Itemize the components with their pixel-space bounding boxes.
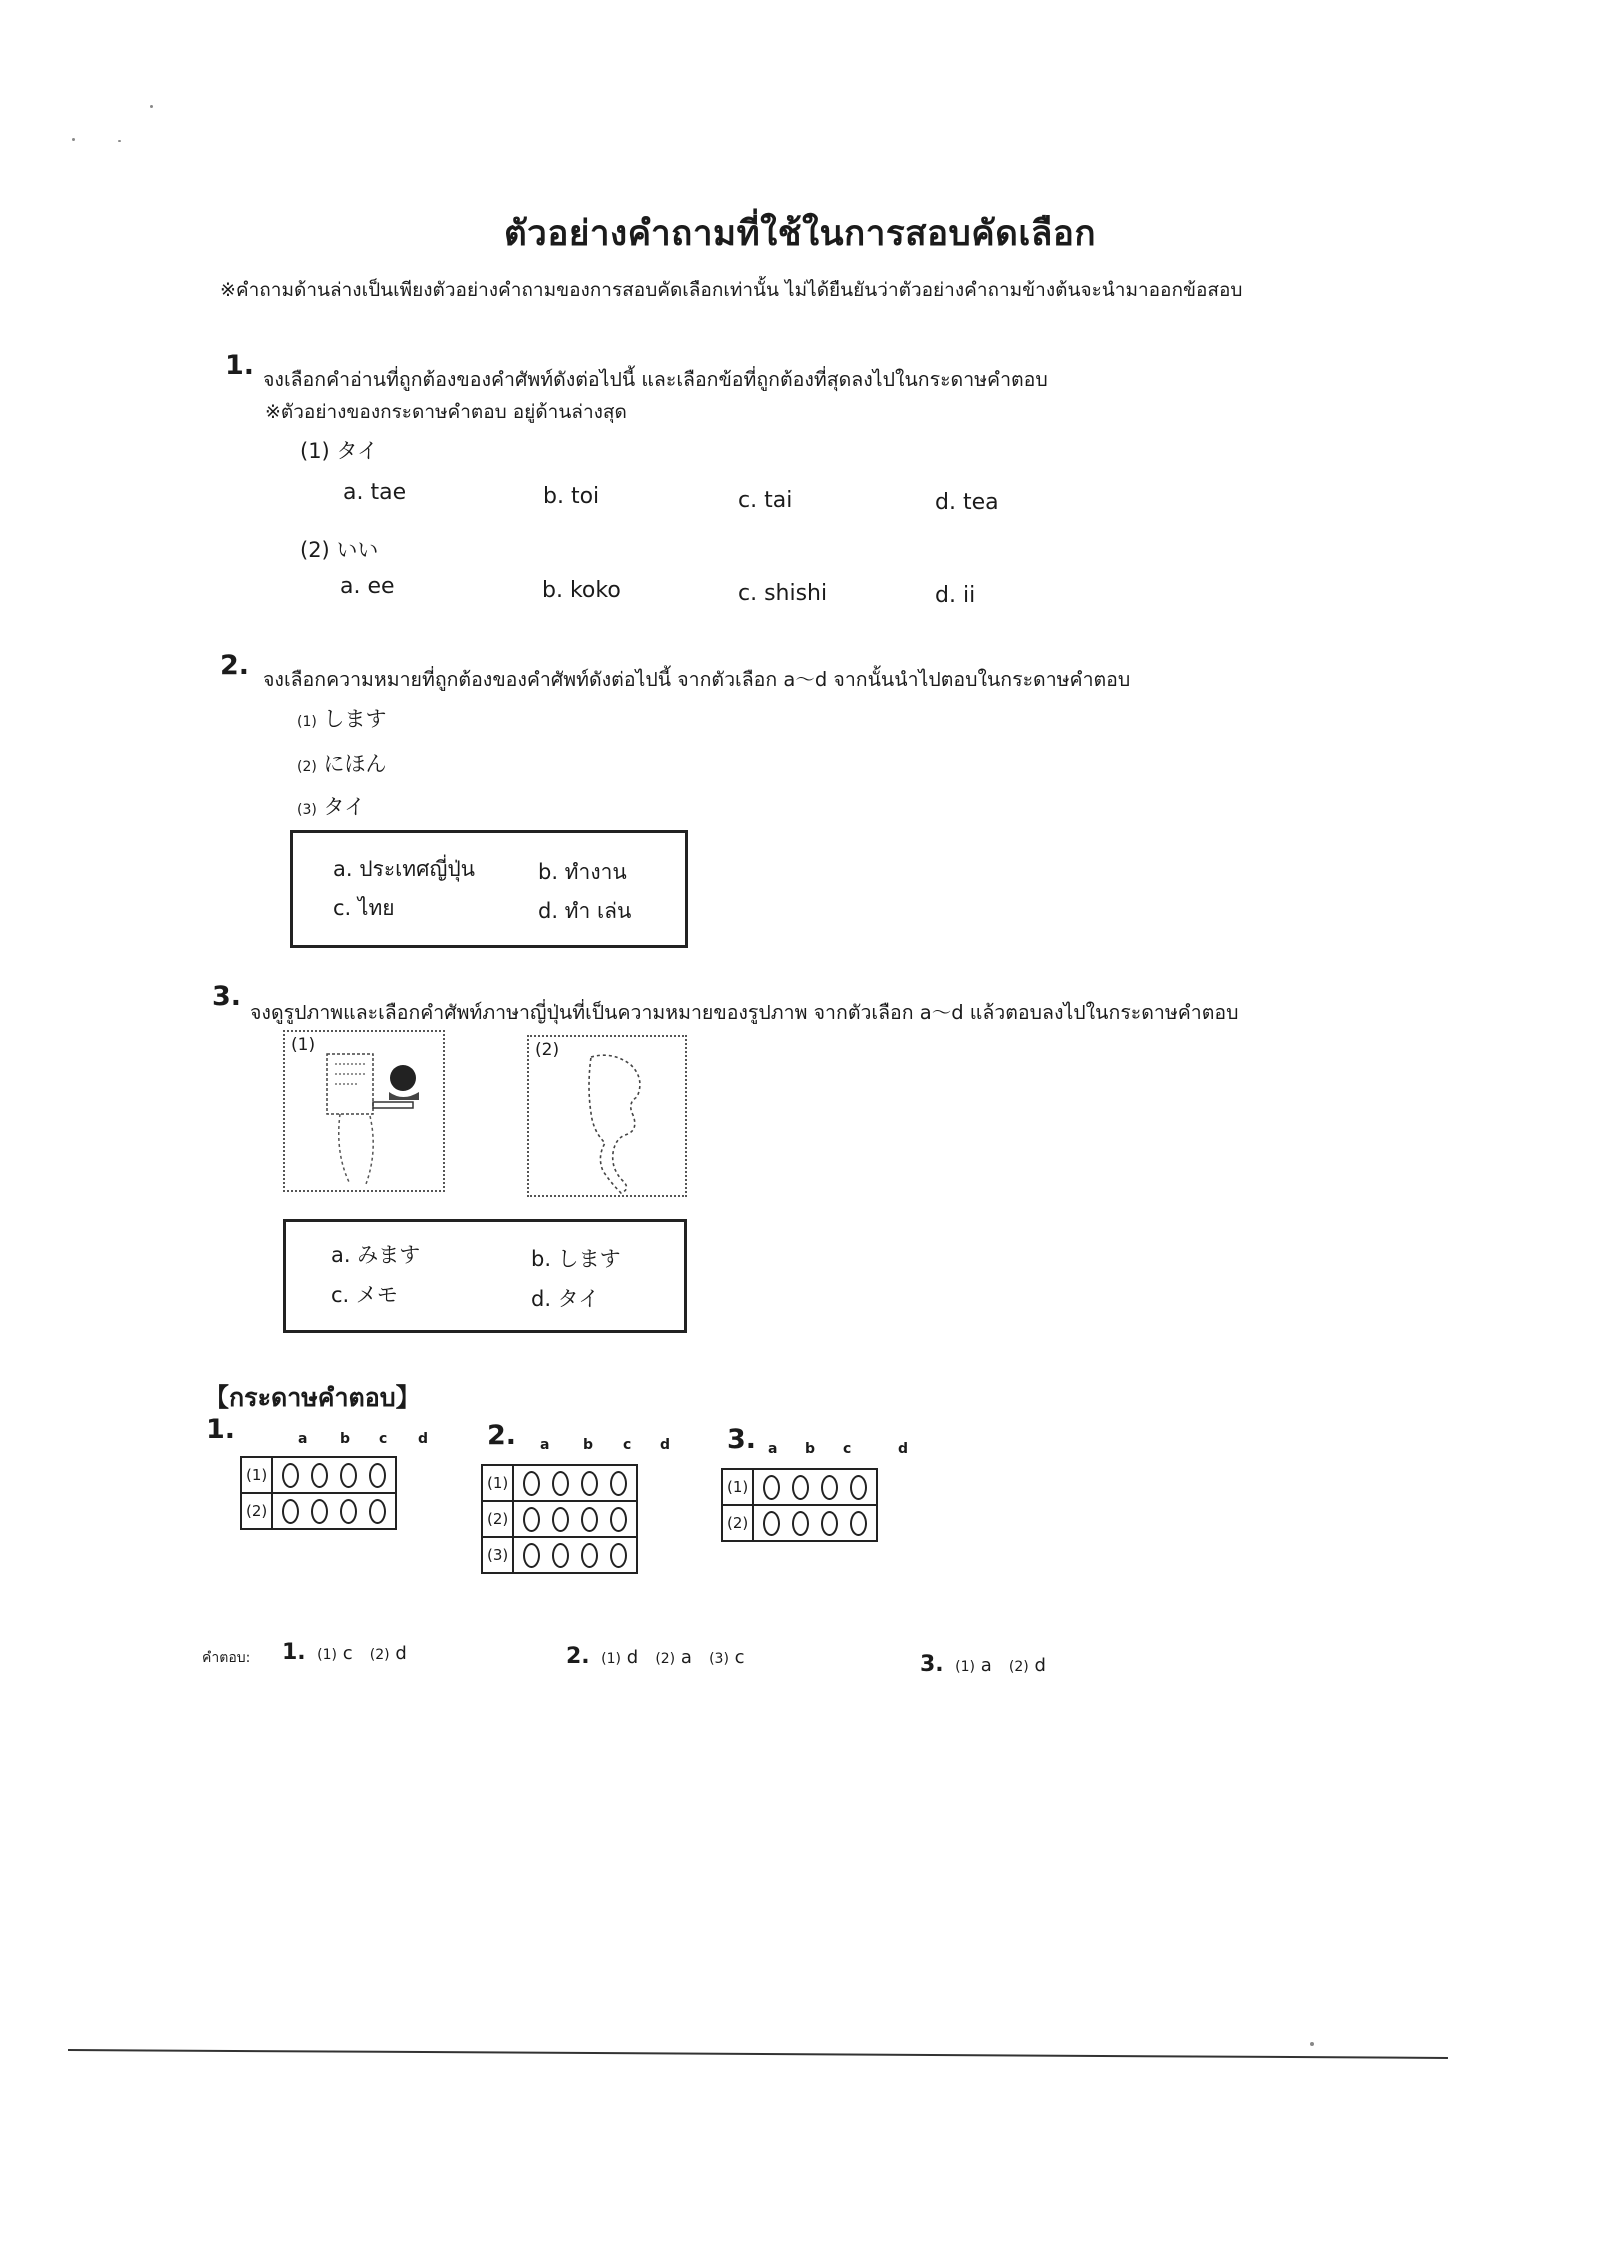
sheet-section-1-header-c: c (379, 1431, 388, 1447)
answer-bubble-b[interactable] (552, 1507, 569, 1532)
answer-key-group-2 (566, 1644, 745, 1669)
q2-choice-b: b. ทำงาน (538, 860, 627, 884)
q2-choices-box (290, 830, 688, 948)
disclaimer-note: ※คำถามด้านล่างเป็นเพียงตัวอย่างคำถามของการสอบคัดเลือกเท่านั้น ไม่ได้ยืนยันว่าตัวอย่างคำถามข้างต้นจะนำมาออกข้อสอบ (220, 279, 1243, 301)
answer-key-3-2-value: d (1034, 1655, 1046, 1676)
scan-speck (150, 105, 153, 108)
question-2-number: 2. (220, 650, 250, 681)
question-1-text: จงเลือกคำอ่านที่ถูกต้องของคำศัพท์ดังต่อไปนี้ และเลือกข้อที่ถูกต้องที่สุดลงไปในกระดาษคำตอบ (263, 368, 1048, 391)
answer-grid-2-row-1 (482, 1465, 637, 1501)
answer-key-1-2-value: d (395, 1643, 407, 1664)
question-1-number: 1. (225, 350, 255, 381)
answer-bubble-b[interactable] (552, 1471, 569, 1496)
answer-key-group-3 (920, 1652, 1046, 1677)
sheet-section-2-header-a: a (540, 1437, 550, 1453)
q1-item-2-option-c[interactable]: c. shishi (738, 581, 828, 606)
question-2-text: จงเลือกความหมายที่ถูกต้องของคำศัพท์ดังต่อไปนี้ จากตัวเลือก a～d จากนั้นนำไปตอบในกระดาษคำตอบ (263, 668, 1131, 691)
sheet-section-3-header-a: a (768, 1441, 778, 1457)
answer-grid-1 (240, 1456, 397, 1530)
sheet-section-2-header-b: b (583, 1437, 594, 1453)
answer-bubble-c[interactable] (581, 1507, 598, 1532)
question-3-number: 3. (212, 981, 242, 1012)
answer-key-2-3-label: (3) (709, 1651, 729, 1667)
answer-bubble-c[interactable] (340, 1499, 357, 1524)
q1-item-2-label: (2) (300, 538, 330, 562)
sheet-section-2-header-d: d (660, 1437, 671, 1453)
answer-bubble-a[interactable] (282, 1499, 299, 1524)
q1-item-2-option-d[interactable]: d. ii (935, 583, 976, 608)
q1-item-1-option-a[interactable]: a. tae (343, 480, 407, 505)
sheet-section-3-header-c: c (843, 1441, 852, 1457)
q1-item-1-option-d[interactable]: d. tea (935, 490, 999, 515)
row-label: (1) (241, 1457, 272, 1493)
q1-item-2 (300, 534, 378, 564)
bottom-divider (68, 2049, 1448, 2059)
answer-bubble-d[interactable] (610, 1471, 627, 1496)
q3-choices-box (283, 1219, 687, 1333)
q2-item-3-word: タイ (323, 795, 366, 819)
answer-bubble-a[interactable] (523, 1543, 540, 1568)
row-label: (1) (722, 1469, 753, 1505)
q2-choice-a: a. ประเทศญี่ปุ่น (333, 857, 476, 881)
answer-bubble-b[interactable] (311, 1463, 328, 1488)
answer-key-label: คำตอบ: (202, 1650, 251, 1666)
sheet-section-3-header-d: d (898, 1441, 909, 1457)
q2-choice-d: d. ทำ เล่น (538, 899, 632, 923)
answer-key-1-2-label: (2) (369, 1647, 390, 1663)
row-label: (1) (482, 1465, 513, 1501)
sheet-section-1-header-b: b (340, 1431, 351, 1447)
sheet-section-3-number: 3. (727, 1424, 757, 1455)
q3-choice-d: d. タイ (531, 1287, 600, 1311)
answer-bubble-b[interactable] (311, 1499, 328, 1524)
q2-item-2-label: (2) (297, 759, 317, 775)
q3-choice-a: a. みます (331, 1243, 421, 1267)
answer-bubble-c[interactable] (581, 1471, 598, 1496)
answer-grid-1-row-2 (241, 1493, 396, 1529)
answer-bubble-b[interactable] (552, 1543, 569, 1568)
answer-key-group-2-number: 2. (566, 1644, 590, 1669)
q2-item-2-word: にほん (323, 752, 387, 776)
sheet-section-3-header-b: b (805, 1441, 816, 1457)
q3-picture-1 (283, 1030, 445, 1192)
answer-bubble-c[interactable] (581, 1543, 598, 1568)
answer-bubble-d[interactable] (369, 1499, 386, 1524)
answer-bubble-a[interactable] (763, 1511, 780, 1536)
answer-key-group-1-number: 1. (282, 1640, 306, 1665)
answer-bubble-a[interactable] (763, 1475, 780, 1500)
q1-item-1-option-b[interactable]: b. toi (543, 484, 600, 509)
q1-item-1 (300, 435, 378, 465)
answer-bubble-b[interactable] (792, 1511, 809, 1536)
row-label: (3) (482, 1537, 513, 1573)
page-title: ตัวอย่างคำถามที่ใช้ในการสอบคัดเลือก (503, 214, 1097, 254)
answer-key-2-1-value: d (626, 1647, 639, 1668)
answer-bubble-d[interactable] (610, 1507, 627, 1532)
answer-key-group-1 (282, 1640, 407, 1665)
q1-item-1-word: タイ (336, 439, 379, 463)
scan-speck (118, 140, 121, 142)
answer-grid-3-row-1 (722, 1469, 877, 1505)
answer-grid-3 (721, 1468, 878, 1542)
answer-bubble-c[interactable] (821, 1475, 838, 1500)
answer-key-3-2-label: (2) (1008, 1659, 1029, 1675)
answer-bubble-d[interactable] (369, 1463, 386, 1488)
answer-key-2-1-label: (1) (601, 1651, 621, 1667)
answer-grid-2 (481, 1464, 638, 1574)
answer-bubble-b[interactable] (792, 1475, 809, 1500)
sheet-section-1-header-a: a (298, 1431, 308, 1447)
answer-bubble-d[interactable] (850, 1511, 867, 1536)
answer-bubble-a[interactable] (523, 1471, 540, 1496)
answer-key-2-2-label: (2) (655, 1651, 676, 1667)
row-label: (2) (722, 1505, 753, 1541)
row-label: (2) (482, 1501, 513, 1537)
q1-item-2-option-b[interactable]: b. koko (542, 578, 621, 603)
answer-bubble-a[interactable] (282, 1463, 299, 1488)
answer-key-3-1-value: a (980, 1655, 992, 1676)
answer-key-3-1-label: (1) (955, 1659, 975, 1675)
q1-item-1-option-c[interactable]: c. tai (738, 488, 793, 513)
sheet-section-2-number: 2. (487, 1420, 517, 1451)
answer-bubble-d[interactable] (610, 1543, 627, 1568)
person-writing-illustration (285, 1032, 443, 1190)
scan-speck (1310, 2042, 1314, 2046)
q1-item-1-label: (1) (300, 439, 330, 463)
answer-key-1-1-label: (1) (317, 1647, 337, 1663)
q2-item-1-label: (1) (297, 714, 317, 730)
scan-speck (72, 138, 75, 141)
row-label: (2) (241, 1493, 272, 1529)
answer-grid-3-row-2 (722, 1505, 877, 1541)
q2-choice-c: c. ไทย (333, 896, 395, 920)
q3-choice-b: b. します (531, 1247, 621, 1271)
answer-grid-2-row-3 (482, 1537, 637, 1573)
answer-bubble-d[interactable] (850, 1475, 867, 1500)
q2-item-2 (297, 748, 387, 778)
thailand-map-illustration (529, 1037, 685, 1195)
sheet-section-2-header-c: c (623, 1437, 632, 1453)
sheet-section-1-header-d: d (418, 1431, 429, 1447)
q1-item-2-option-a[interactable]: a. ee (340, 574, 395, 599)
answer-bubble-c[interactable] (821, 1511, 838, 1536)
answer-key (202, 1646, 250, 1669)
q1-item-2-word: いい (336, 538, 379, 562)
q3-choice-c: c. メモ (331, 1283, 398, 1307)
answer-sheet-title: 【กระดาษคำตอบ】 (204, 1383, 421, 1412)
q3-picture-1-label: (1) (291, 1035, 316, 1055)
q2-item-3-label: (3) (297, 802, 317, 818)
question-3-text: จงดูรูปภาพและเลือกคำศัพท์ภาษาญี่ปุ่นที่เป็นความหมายของรูปภาพ จากตัวเลือก a～d แล้วตอบลงไปในกระดาษคำตอบ (250, 1001, 1239, 1024)
q3-picture-2 (527, 1035, 687, 1197)
q3-picture-2-label: (2) (535, 1040, 560, 1060)
answer-key-2-3-value: c (734, 1647, 745, 1668)
answer-grid-2-row-2 (482, 1501, 637, 1537)
answer-grid-1-row-1 (241, 1457, 396, 1493)
answer-bubble-a[interactable] (523, 1507, 540, 1532)
answer-bubble-c[interactable] (340, 1463, 357, 1488)
answer-key-group-3-number: 3. (920, 1652, 944, 1677)
q2-item-1-word: します (323, 707, 387, 731)
sheet-section-1-number: 1. (206, 1414, 236, 1445)
q2-item-3 (297, 791, 365, 821)
answer-key-2-2-value: a (680, 1647, 692, 1668)
question-1-note: ※ตัวอย่างของกระดาษคำตอบ อยู่ด้านล่างสุด (265, 401, 627, 423)
answer-key-1-1-value: c (342, 1643, 353, 1664)
q2-item-1 (297, 703, 387, 733)
